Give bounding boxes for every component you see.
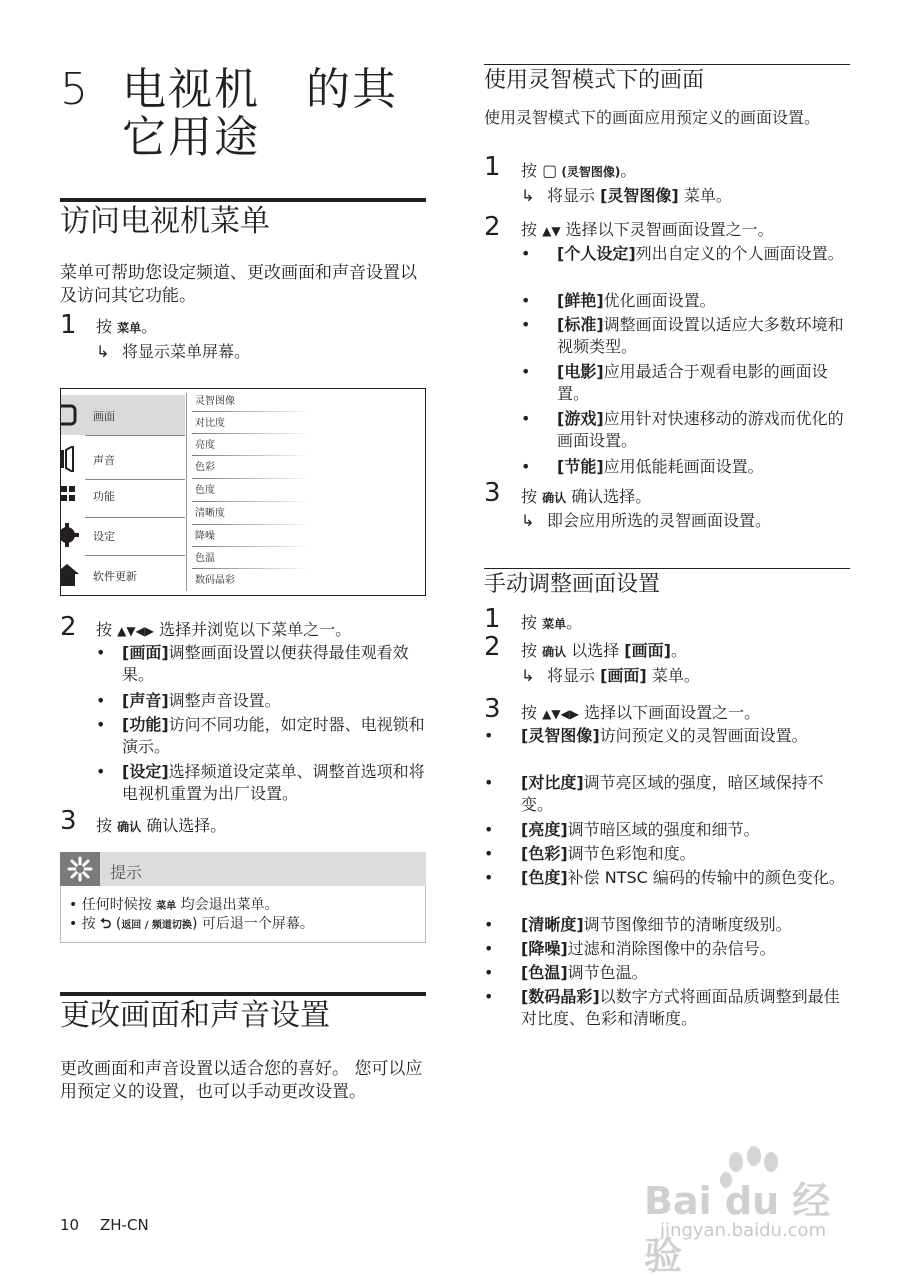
step-text: 按 菜单。 (521, 613, 583, 632)
menu-option: 亮度 (195, 440, 215, 451)
list-item: • [功能]访问不同功能，如定时器、电视锁和演示。 (96, 715, 425, 756)
list-item: • [数码晶彩]以数字方式将画面品质调整到最佳对比度、色彩和清晰度。 (484, 987, 840, 1028)
list-item: • [色度]补偿 NTSC 编码的传输中的颜色变化。 (484, 868, 845, 887)
step-text: 按 确认 确认选择。 (96, 816, 227, 835)
step-result: ↳ 将显示菜单屏幕。 (96, 342, 251, 361)
menu-category-setup: 设定 (61, 515, 185, 555)
menu-option: 降噪 (195, 531, 215, 542)
result-arrow-icon: ↳ (521, 511, 535, 530)
watermark-url: jingyan.baidu.com (660, 1220, 827, 1241)
step-result: ↳ 将显示 [灵智图像] 菜单。 (521, 186, 732, 205)
tip-icon (60, 852, 100, 886)
tip-box (60, 852, 426, 944)
step-text: 按 ▢ (灵智图像)。 (521, 161, 637, 180)
list-item: • [色温]调节色温。 (484, 963, 648, 982)
menu-option: 清晰度 (195, 508, 225, 519)
result-arrow-icon: ↳ (96, 342, 110, 361)
step-text: 按 ▲▼ 选择以下灵智画面设置之一。 (521, 220, 774, 239)
list-item: • [降噪]过滤和消除图像中的杂信号。 (484, 939, 776, 958)
features-icon (60, 482, 81, 508)
page-number: 10 (60, 1216, 80, 1234)
step-number: 3 (484, 478, 501, 508)
step-number: 2 (484, 212, 501, 242)
section-rule (484, 568, 850, 569)
menu-category-sound: 声音 (61, 439, 185, 479)
step-result: ↳ 即会应用所选的灵智画面设置。 (521, 511, 772, 530)
section-title-menu: 访问电视机菜单 (60, 204, 270, 239)
list-item: • [色彩]调节色彩饱和度。 (484, 844, 696, 863)
list-item: • [个人设定]列出自定义的个人画面设置。 (521, 244, 844, 263)
list-item: • [声音]调整声音设置。 (96, 691, 281, 710)
home-icon (60, 562, 81, 588)
step-text: 按 确认 以选择 [画面]。 (521, 641, 687, 660)
step-number: 1 (60, 310, 77, 340)
menu-screenshot (60, 388, 426, 596)
list-item: • [清晰度]调节图像细节的清晰度级别。 (484, 915, 792, 934)
menu-option: 色彩 (195, 462, 215, 473)
smart-picture-icon: ▢ (542, 161, 558, 180)
menu-option: 色温 (195, 553, 215, 564)
section-rule (484, 64, 850, 65)
step-number: 3 (484, 694, 501, 724)
list-item: • [鲜艳]优化画面设置。 (521, 291, 716, 310)
section-rule (60, 992, 426, 996)
section-title-change: 更改画面和声音设置 (60, 998, 330, 1033)
gear-icon (60, 522, 81, 548)
language-code: ZH-CN (100, 1216, 149, 1234)
list-item: • [游戏]应用针对快速移动的游戏而优化的画面设置。 (521, 409, 844, 450)
step-text: 按 ▲▼◀▶ 选择并浏览以下菜单之一。 (96, 620, 352, 639)
section-title-manual: 手动调整画面设置 (484, 572, 661, 597)
arrow-keys-icon: ▲▼ (542, 224, 561, 238)
menu-option: 灵智图像 (195, 396, 235, 407)
section-intro: 使用灵智模式下的画面应用预定义的画面设置。 (484, 108, 821, 127)
watermark-brand: Bai du 经验 (644, 1179, 831, 1278)
back-icon: ⮌ (100, 916, 112, 932)
step-number: 2 (484, 632, 501, 662)
step-text: 按 ▲▼◀▶ 选择以下画面设置之一。 (521, 703, 761, 722)
tip-item: • 任何时候按 菜单 均会退出菜单。 (69, 897, 279, 913)
tip-title: 提示 (110, 863, 143, 882)
result-arrow-icon: ↳ (521, 666, 535, 685)
arrow-keys-icon: ▲▼◀▶ (542, 707, 580, 721)
result-arrow-icon: ↳ (521, 186, 535, 205)
list-item: • [画面]调整画面设置以便获得最佳观看效果。 (96, 643, 409, 684)
list-item: • [电影]应用最适合于观看电影的画面设置。 (521, 362, 828, 403)
arrow-keys-icon: ▲▼◀▶ (117, 624, 155, 638)
section-rule (60, 198, 426, 202)
speaker-icon (60, 446, 81, 472)
baidu-watermark (640, 1140, 860, 1278)
list-item: • [设定]选择频道设定菜单、调整首选项和将电视机重置为出厂设置。 (96, 762, 425, 803)
menu-option: 色度 (195, 485, 215, 496)
step-number: 1 (484, 604, 501, 634)
step-number: 2 (60, 612, 77, 642)
chapter-title: 电视机 的其它用途 (122, 64, 398, 163)
menu-category-features: 功能 (61, 475, 185, 515)
section-title-smart: 使用灵智模式下的画面 (484, 68, 705, 93)
menu-category-picture: 画面 (61, 395, 185, 435)
menu-option: 对比度 (195, 418, 225, 429)
section-intro: 菜单可帮助您设定频道、更改画面和声音设置以及访问其它功能。 (60, 263, 417, 306)
list-item: • [对比度]调节亮区域的强度，暗区域保持不变。 (484, 773, 824, 814)
tip-item: • 按 ⮌ (返回 / 频道切换) 可后退一个屏幕。 (69, 916, 314, 932)
list-item: • [节能]应用低能耗画面设置。 (521, 457, 764, 476)
list-item: • [标准]调整画面设置以适应大多数环境和视频类型。 (521, 315, 844, 356)
menu-option: 数码晶彩 (195, 575, 235, 586)
step-text: 按 确认 确认选择。 (521, 487, 652, 506)
list-item: • [亮度]调节暗区域的强度和细节。 (484, 820, 760, 839)
step-result: ↳ 将显示 [画面] 菜单。 (521, 666, 700, 685)
chapter-number: 5 (60, 64, 88, 115)
step-number: 3 (60, 806, 77, 836)
section-intro: 更改画面和声音设置以适合您的喜好。 您可以应用预定义的设置，也可以手动更改设置。 (60, 1059, 423, 1102)
picture-icon (60, 402, 81, 428)
step-number: 1 (484, 152, 501, 182)
step-text: 按 菜单。 (96, 317, 158, 336)
list-item: • [灵智图像]访问预定义的灵智画面设置。 (484, 726, 808, 745)
menu-category-software-update: 软件更新 (61, 555, 185, 595)
